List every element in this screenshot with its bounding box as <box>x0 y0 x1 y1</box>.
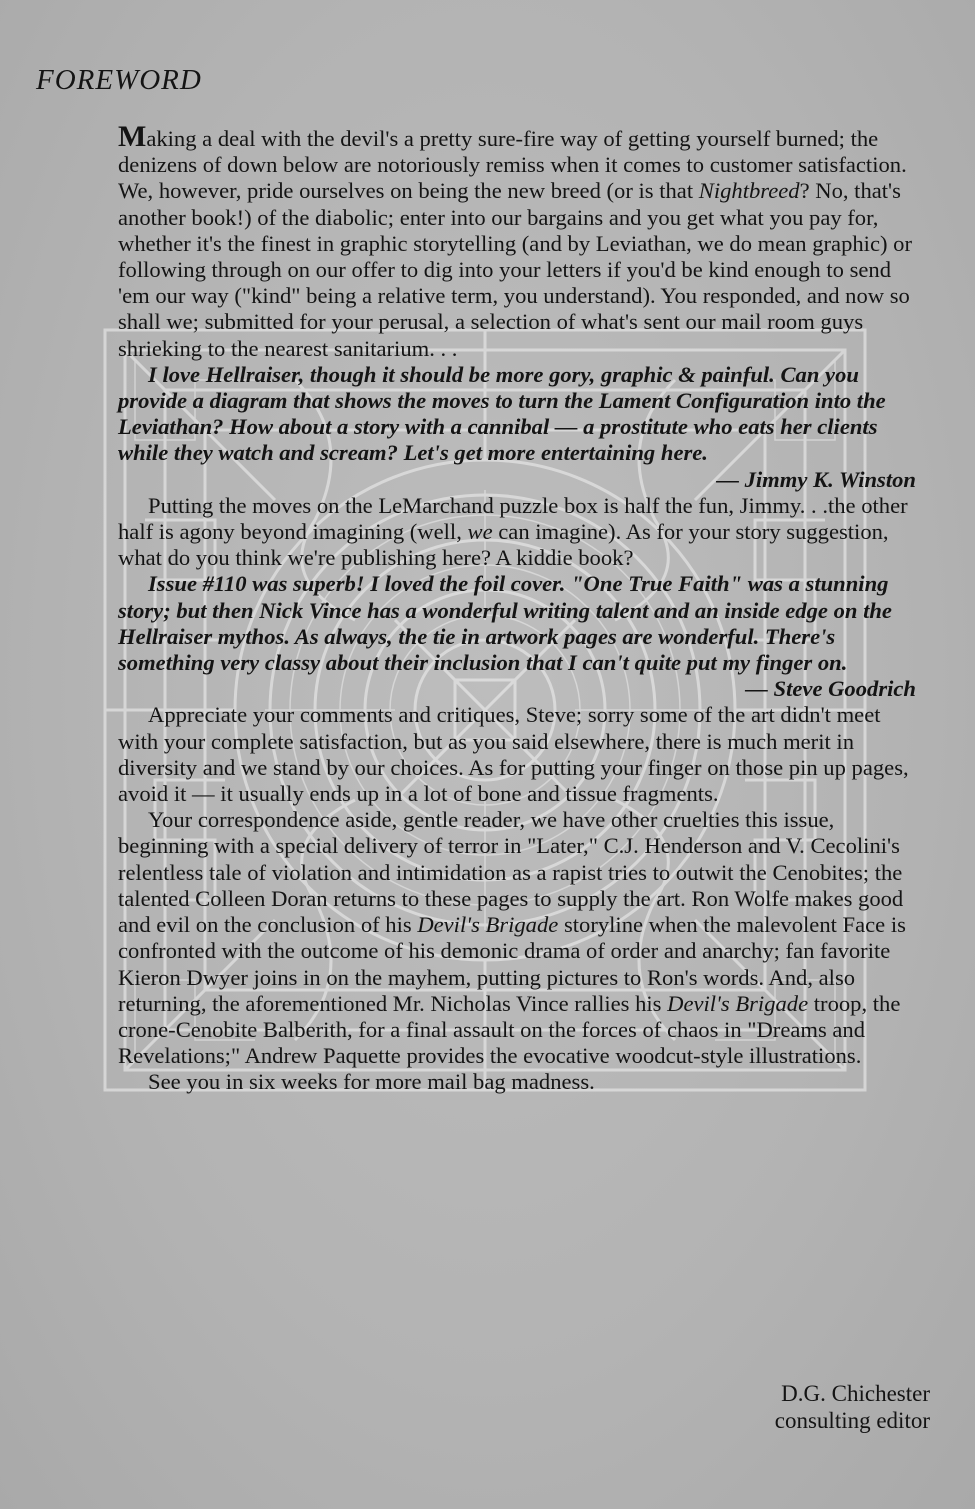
letter-1-signature: — Jimmy K. Winston <box>716 466 916 492</box>
editor-name: D.G. Chichester <box>781 1381 930 1406</box>
page-title: FOREWORD <box>36 64 202 96</box>
intro-paragraph: Making a deal with the devil's a pretty sure-fire way of getting yourself burned; the denizens of down below are notoriously remiss when it comes to customer satisfaction. We, however, pride ourselves on being the new breed (or is that Nightbreed? No, that's another book!) of the diabolic; enter into our bargains and you get what you pay for, whether it's the finest in graphic storytelling (and by Leviathan, we do mean graphic) or following through on our offer to dig into your letters if you'd be kind enough to send 'em our way ("kind" being a relative term, you understand). You responded, and now so shall we; submitted for your perusal, a selection of what's sent our mail room guys shrieking to the nearest sanitarium. . . <box>118 120 912 361</box>
reply-paragraph-2: Appreciate your comments and critiques, Steve; sorry some of the art didn't meet with your complete satisfaction, but as you said elsewhere, there is much merit in diversity and we stand by our choices. As for putting your finger on those pin up pages, avoid it — it usually ends up in a lot of bone and tissue fragments. <box>118 702 909 807</box>
issue-contents-paragraph: Your correspondence aside, gentle reader, we have other cruelties this issue, beginning with a special delivery of terror in "Later," C.J. Henderson and V. Cecolini's relentless tale of violation and intimidation as a rapist tries to outwit the Cenobites; the talented Colleen Doran returns to these pages to supply the art. Ron Wolfe makes good and evil on the conclusion of his Devil's Brigade storyline when the malevolent Face is confronted with the outcome of his demonic drama of order and anarchy; fan favorite Kieron Dwyer joins in on the mayhem, putting pictures to Ron's words. And, also returning, the aforementioned Mr. Nicholas Vince rallies his Devil's Brigade troop, the crone-Cenobite Balberith, for a final assault on the forces of chaos in "Dreams and Revelations;" Andrew Paquette provides the evocative woodcut-style illustrations. <box>118 807 906 1069</box>
editor-signature <box>775 1380 930 1434</box>
reader-letter-1: I love Hellraiser, though it should be more gory, graphic & painful. Can you provide a diagram that shows the moves to turn the Lament Configuration into the Leviathan? How about a story with a cannibal — a prostitute who eats her clients while they watch and scream? Let's get more entertaining here. <box>118 361 886 466</box>
drop-cap: M <box>118 120 147 153</box>
letter-2-signature: — Steve Goodrich <box>745 676 916 702</box>
foreword-body <box>118 120 918 1096</box>
signoff-paragraph: See you in six weeks for more mail bag madness. <box>148 1069 595 1095</box>
editor-role: consulting editor <box>774 1408 930 1433</box>
reader-letter-2: Issue #110 was superb! I loved the foil cover. "One True Faith" was a stunning story; but then Nick Vince has a wonderful writing talent and an inside edge on the Hellraiser mythos. As always, the tie in artwork pages are wonderful. There's something very classy about their inclusion that I can't quite put my finger on. <box>118 571 892 676</box>
reply-paragraph-1: Putting the moves on the LeMarchand puzzle box is half the fun, Jimmy. . .the other half is agony beyond imagining (well, we can imagine). As for your story suggestion, what do you think we're publishing here? A kiddie book? <box>118 492 908 571</box>
